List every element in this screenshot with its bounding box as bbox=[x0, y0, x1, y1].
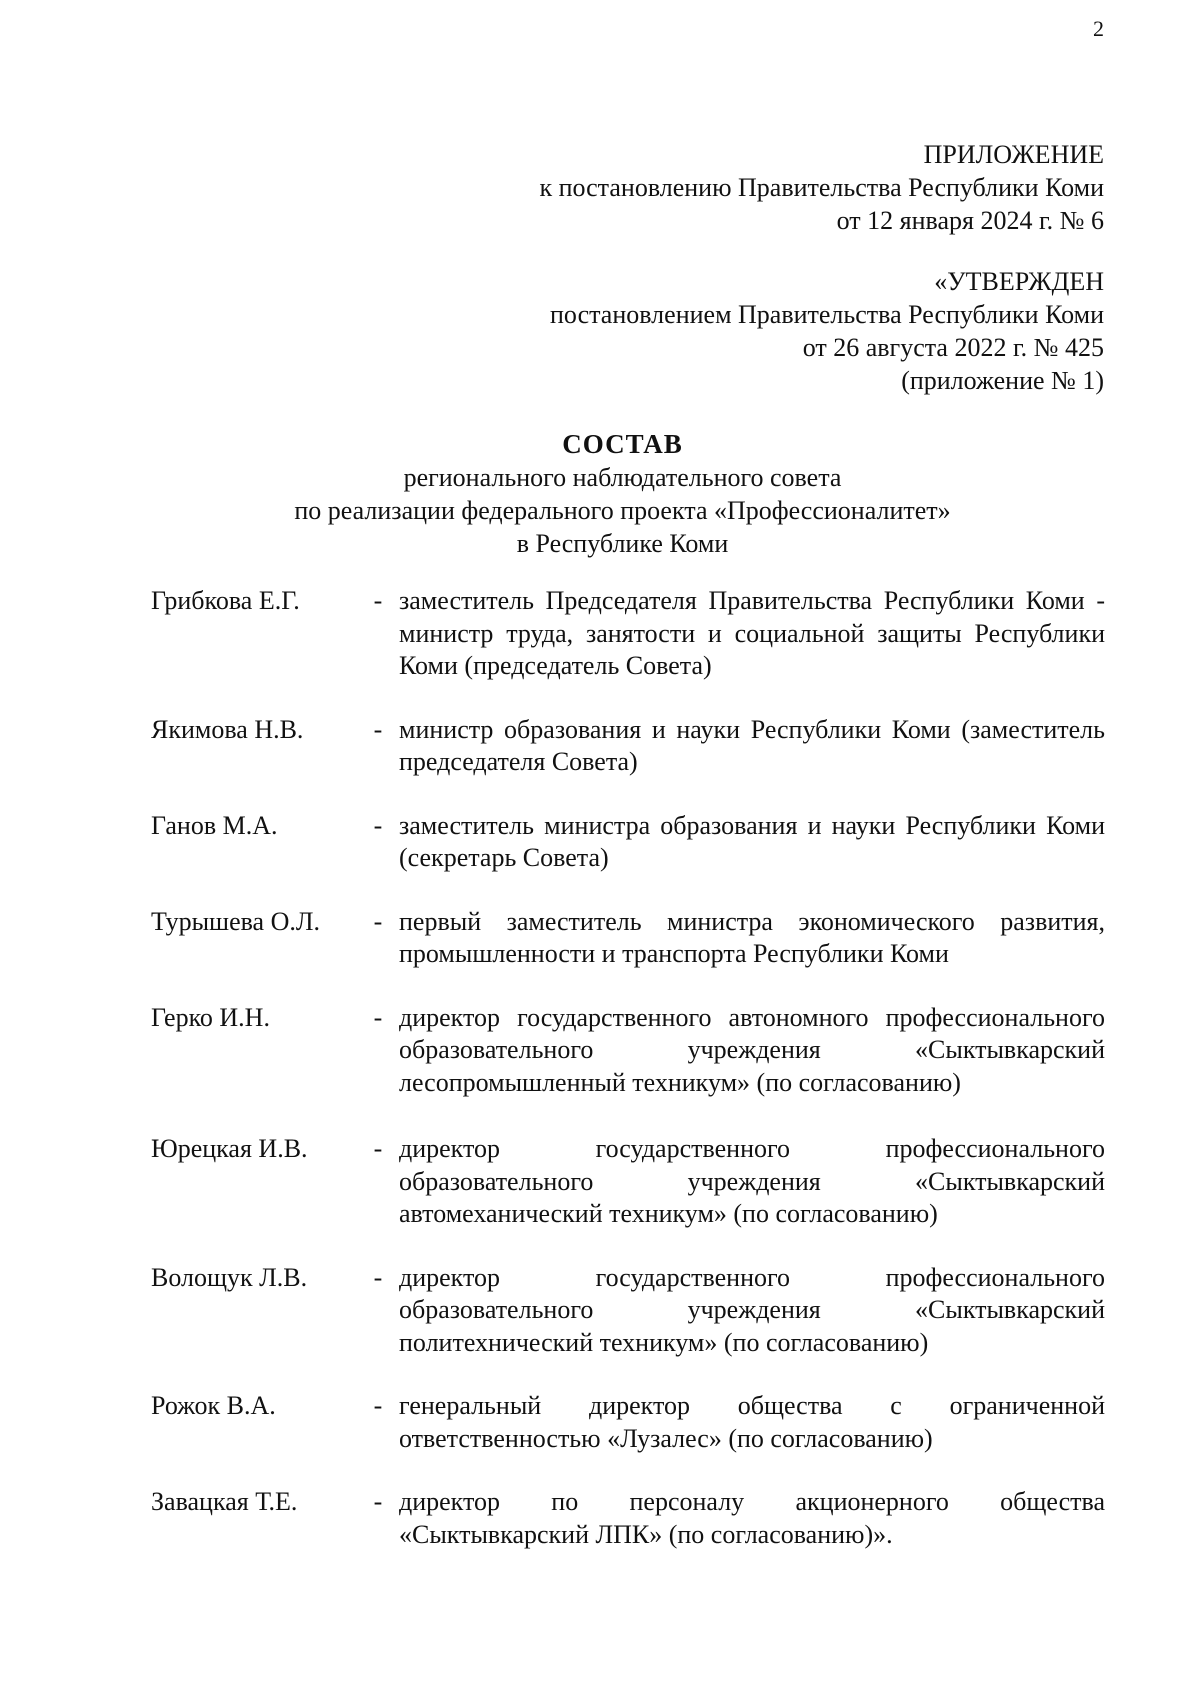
member-name: Грибкова Е.Г. bbox=[151, 586, 300, 615]
appendix-reference: к постановлению Правительства Республики Коми bbox=[539, 173, 1104, 202]
member-name: Юрецкая И.В. bbox=[151, 1134, 308, 1163]
member-name: Турышева О.Л. bbox=[151, 906, 320, 936]
member-dash: - bbox=[373, 810, 383, 840]
heading-line-3: в Республике Коми bbox=[516, 529, 729, 558]
approved-block bbox=[304, 265, 1104, 397]
approved-title: «УТВЕРЖДЕН bbox=[934, 267, 1104, 296]
member-dash: - bbox=[373, 1391, 383, 1420]
member-role: директор по персоналу акционерного общества «Сыктывкарский ЛПК» (по согласованию)». bbox=[399, 1487, 1105, 1549]
member-dash: - bbox=[373, 906, 383, 936]
member-name: Завацкая Т.Е. bbox=[151, 1487, 298, 1516]
document-heading bbox=[160, 428, 1085, 560]
members-list bbox=[151, 585, 1105, 1551]
member-row bbox=[151, 906, 1105, 971]
member-dash: - bbox=[373, 714, 383, 744]
member-name: Герко И.Н. bbox=[151, 1002, 270, 1032]
member-row bbox=[151, 810, 1105, 875]
member-name: Ганов М.А. bbox=[151, 810, 278, 840]
member-row bbox=[151, 1390, 1105, 1455]
member-dash: - bbox=[373, 1134, 383, 1163]
approved-appendix-number: (приложение № 1) bbox=[901, 366, 1104, 395]
heading-line-2: по реализации федерального проекта «Профессионалитет» bbox=[294, 496, 951, 525]
member-role: генеральный директор общества с ограниченной ответственностью «Лузалес» (по согласованию) bbox=[399, 1391, 1105, 1453]
appendix-block bbox=[304, 138, 1104, 237]
member-role: директор государственного профессионального образовательного учреждения «Сыктывкарский политехнический техникум» (по согласованию) bbox=[399, 1262, 1105, 1357]
member-name: Рожок В.А. bbox=[151, 1391, 276, 1420]
member-name: Якимова Н.В. bbox=[151, 714, 304, 744]
member-role: директор государственного автономного профессионального образовательного учреждения «Сыктывкарский лесопромышленный техникум» (по согласованию) bbox=[399, 1002, 1105, 1097]
member-row bbox=[151, 714, 1105, 779]
member-dash: - bbox=[373, 1002, 383, 1032]
appendix-date-number: от 12 января 2024 г. № 6 bbox=[836, 206, 1104, 235]
heading-title: СОСТАВ bbox=[562, 429, 683, 459]
page-number: 2 bbox=[1093, 16, 1104, 41]
approved-reference: постановлением Правительства Республики Коми bbox=[550, 300, 1104, 329]
member-row bbox=[151, 1133, 1105, 1231]
member-role: министр образования и науки Республики Коми (заместитель председателя Совета) bbox=[399, 714, 1105, 776]
member-row bbox=[151, 1486, 1105, 1551]
heading-line-1: регионального наблюдательного совета bbox=[403, 463, 842, 492]
member-dash: - bbox=[373, 1262, 383, 1292]
member-role: заместитель Председателя Правительства Республики Коми - министр труда, занятости и социальной защиты Республики Коми (председатель Совета) bbox=[399, 586, 1105, 680]
member-row bbox=[151, 1262, 1105, 1360]
member-role: директор государственного профессионального образовательного учреждения «Сыктывкарский автомеханический техникум» (по согласованию) bbox=[399, 1134, 1105, 1228]
member-role: первый заместитель министра экономического развития, промышленности и транспорта Республики Коми bbox=[399, 906, 1105, 968]
appendix-title: ПРИЛОЖЕНИЕ bbox=[923, 140, 1104, 169]
member-name: Волощук Л.В. bbox=[151, 1262, 308, 1292]
member-dash: - bbox=[373, 586, 383, 615]
approved-date-number: от 26 августа 2022 г. № 425 bbox=[802, 333, 1104, 362]
member-row bbox=[151, 585, 1105, 683]
member-dash: - bbox=[373, 1487, 383, 1516]
member-row bbox=[151, 1002, 1105, 1100]
member-role: заместитель министра образования и науки Республики Коми (секретарь Совета) bbox=[399, 810, 1105, 872]
